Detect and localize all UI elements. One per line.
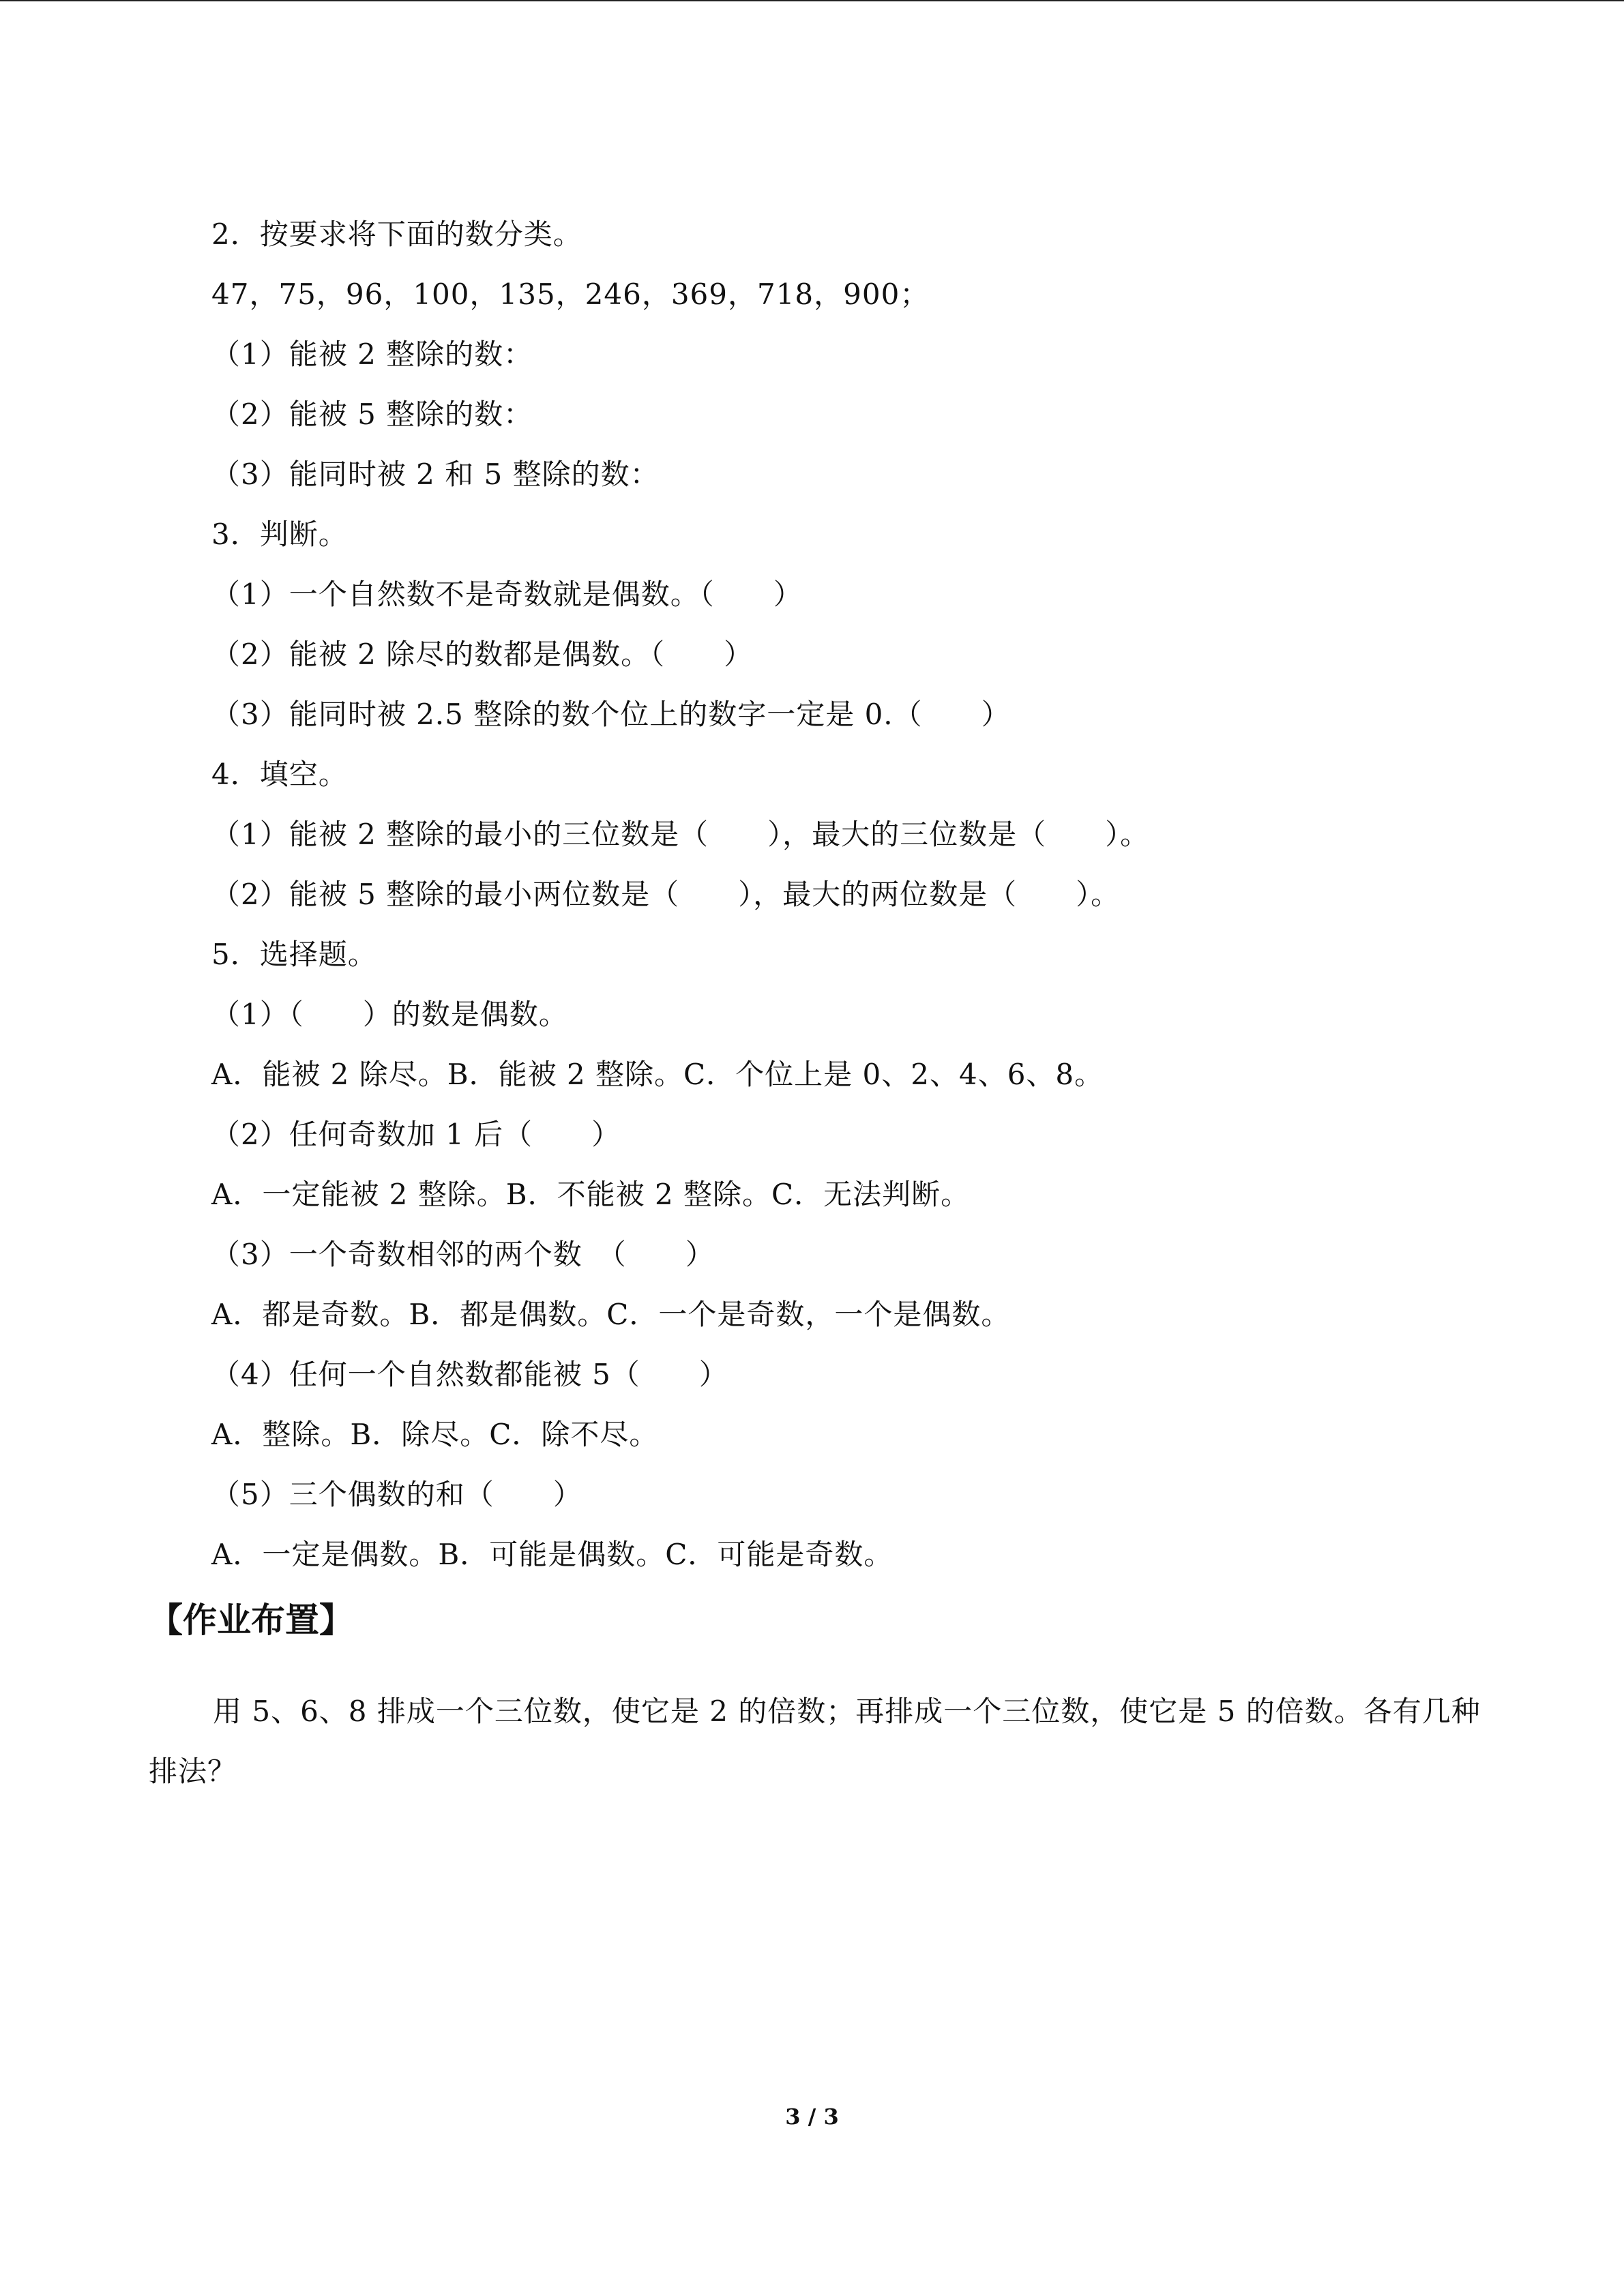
top-border-line [0,0,1624,1]
question-5-options-4: A．整除。B．除尽。C．除不尽。 [211,1418,659,1451]
question-2-item-2: （2）能被 5 整除的数： [211,398,533,431]
question-3-item-3: （3）能同时被 2.5 整除的数个位上的数字一定是 0.（ ） [211,698,1011,731]
question-5-item-3: （3）一个奇数相邻的两个数 （ ） [211,1238,715,1271]
question-4-title: 4．填空。 [211,758,348,791]
page-number: 3 / 3 [785,2104,839,2130]
question-3-item-1: （1）一个自然数不是奇数就是偶数。（ ） [211,578,803,611]
question-5-item-4: （4）任何一个自然数都能被 5（ ） [211,1358,728,1391]
homework-heading: 【作业布置】 [149,1600,353,1640]
question-5-item-5: （5）三个偶数的和（ ） [211,1478,582,1511]
question-3-title: 3．判断。 [211,518,348,551]
question-5-title: 5．选择题。 [211,938,377,971]
question-2-title: 2．按要求将下面的数分类。 [211,218,582,251]
question-5-item-2: （2）任何奇数加 1 后（ ） [211,1118,621,1151]
question-5-item-1: （1）（ ）的数是偶数。 [211,998,568,1031]
homework-text: 用 5、6、8 排成一个三位数，使它是 2 的倍数；再排成一个三位数，使它是 5 的倍数。各有几种排法？ [149,1695,1481,1788]
question-5-options-1: A．能被 2 除尽。B．能被 2 整除。C．个位上是 0、2、4、6、8。 [211,1058,1104,1091]
question-2-item-3: （3）能同时被 2 和 5 整除的数： [211,458,660,491]
question-4-item-1: （1）能被 2 整除的最小的三位数是（ ），最大的三位数是（ ）。 [211,818,1150,851]
question-2-numbers: 47，75，96，100，135，246，369，718，900； [211,278,930,311]
question-2-item-1: （1）能被 2 整除的数： [211,338,533,371]
question-5-options-5: A．一定是偶数。B．可能是偶数。C．可能是奇数。 [211,1538,894,1571]
question-4-item-2: （2）能被 5 整除的最小两位数是（ ），最大的两位数是（ ）。 [211,878,1121,911]
question-3-item-2: （2）能被 2 除尽的数都是偶数。（ ） [211,638,754,671]
question-5-options-2: A．一定能被 2 整除。B．不能被 2 整除。C．无法判断。 [211,1178,971,1211]
question-5-options-3: A．都是奇数。B．都是偶数。C．一个是奇数，一个是偶数。 [211,1298,1011,1331]
